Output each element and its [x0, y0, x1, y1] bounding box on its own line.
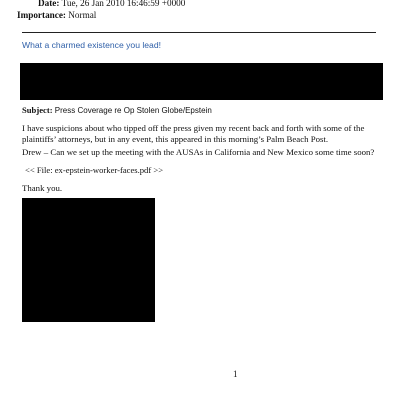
reply-text: What a charmed existence you lead! [22, 40, 162, 50]
header-divider [22, 32, 376, 33]
subject-value: Press Coverage re Op Stolen Globe/Epstein [54, 106, 212, 115]
date-row [38, 0, 185, 9]
body-paragraph-1: I have suspicions about who tipped off the press given my recent back and forth with some of the plaintiffs’ attorneys, but in any event, this appeared in this morning’s Palm Beach Post. [22, 123, 365, 144]
importance-value: Normal [68, 10, 97, 20]
page-number: 1 [233, 369, 238, 379]
attachment-reference: << File: ex-epstein-worker-faces.pdf >> [25, 165, 164, 175]
date-value: Tue, 26 Jan 2010 16:46:59 +0000 [61, 0, 186, 8]
redaction-block-header [20, 63, 383, 100]
importance-row [17, 10, 96, 21]
date-label: Date: [38, 0, 60, 8]
closing-line: Thank you. [22, 183, 63, 193]
subject-label: Subject: [22, 105, 53, 115]
subject-row [22, 105, 212, 115]
redaction-block-attachment [22, 198, 155, 322]
body-paragraph-2: Drew – Can we set up the meeting with the AUSAs in California and New Mexico some time soon? [22, 147, 375, 157]
importance-label: Importance: [17, 10, 66, 20]
